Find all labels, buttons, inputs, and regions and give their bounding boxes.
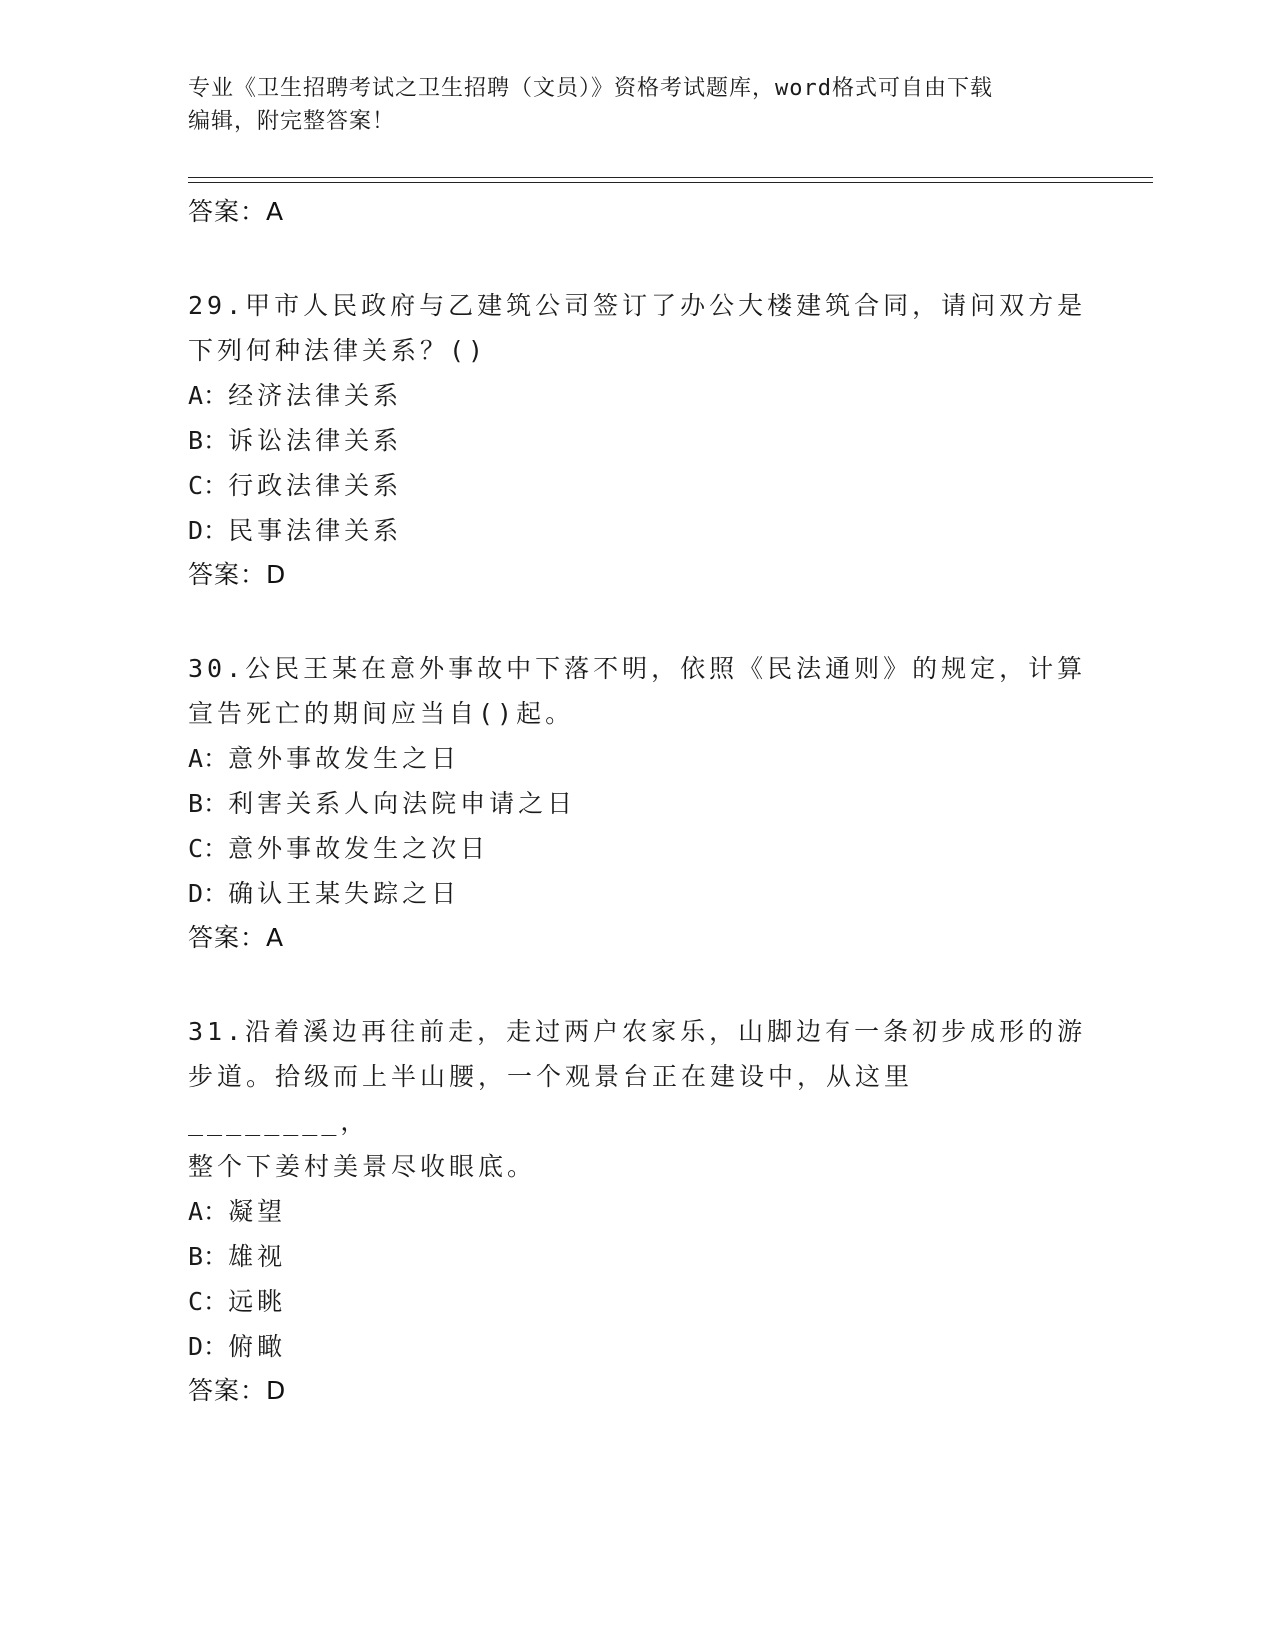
question-list <box>188 190 1088 1413</box>
option-c <box>188 463 1088 508</box>
option-a <box>188 736 1088 781</box>
option-key: A： <box>188 1197 229 1226</box>
option-key: C： <box>188 1287 229 1316</box>
option-text: 远眺 <box>228 1287 287 1316</box>
option-d <box>188 1324 1088 1369</box>
option-text: 经济法律关系 <box>228 381 403 410</box>
header-divider-bottom <box>188 182 1153 183</box>
option-c <box>188 826 1088 871</box>
option-text: 行政法律关系 <box>228 471 403 500</box>
stem-line: 整个下姜村美景尽收眼底。 <box>188 1152 537 1181</box>
stem-line: 31.沿着溪边再往前走，走过两户农家乐，山脚边有一条初步成形的游 <box>188 1017 1087 1046</box>
stem-line: 步道。拾级而上半山腰，一个观景台正在建设中，从这里________， <box>188 1062 914 1136</box>
option-text: 诉讼法律关系 <box>228 426 403 455</box>
option-key: A： <box>188 744 229 773</box>
option-key: B： <box>188 426 229 455</box>
option-b <box>188 781 1088 826</box>
option-a <box>188 373 1088 418</box>
option-text: 确认王某失踪之日 <box>228 879 461 908</box>
option-key: D： <box>188 1332 229 1361</box>
option-key: B： <box>188 789 229 818</box>
stem-line: 下列何种法律关系？() <box>188 336 488 365</box>
previous-answer: 答案：A <box>188 197 285 226</box>
option-b <box>188 1234 1088 1279</box>
option-key: C： <box>188 834 229 863</box>
question-stem <box>188 283 1088 373</box>
option-a <box>188 1189 1088 1234</box>
stem-line: 宣告死亡的期间应当自()起。 <box>188 699 575 728</box>
option-text: 意外事故发生之日 <box>228 744 461 773</box>
option-text: 民事法律关系 <box>228 516 403 545</box>
option-c <box>188 1279 1088 1324</box>
header-divider-top <box>188 177 1153 178</box>
option-text: 雄视 <box>228 1242 287 1271</box>
option-key: C： <box>188 471 229 500</box>
header-line-2: 编辑，附完整答案！ <box>188 109 396 134</box>
question-stem <box>188 646 1088 736</box>
stem-line: 29.甲市人民政府与乙建筑公司签订了办公大楼建筑合同，请问双方是 <box>188 291 1087 320</box>
option-text: 凝望 <box>228 1197 287 1226</box>
option-text: 俯瞰 <box>228 1332 287 1361</box>
answer-30: 答案：A <box>188 923 285 952</box>
answer-31: 答案：D <box>188 1376 287 1405</box>
option-b <box>188 418 1088 463</box>
option-key: B： <box>188 1242 229 1271</box>
option-key: D： <box>188 879 229 908</box>
option-d <box>188 871 1088 916</box>
question-29 <box>188 283 1088 597</box>
page-header <box>188 72 1068 138</box>
option-text: 意外事故发生之次日 <box>228 834 490 863</box>
stem-line: 30.公民王某在意外事故中下落不明，依照《民法通则》的规定，计算 <box>188 654 1087 683</box>
question-30 <box>188 646 1088 960</box>
option-d <box>188 508 1088 553</box>
option-text: 利害关系人向法院申请之日 <box>228 789 577 818</box>
option-key: A： <box>188 381 229 410</box>
question-31 <box>188 1009 1088 1413</box>
header-line-1: 专业《卫生招聘考试之卫生招聘（文员）》资格考试题库，word格式可自由下载 <box>188 76 993 101</box>
option-key: D： <box>188 516 229 545</box>
answer-29: 答案：D <box>188 560 287 589</box>
question-stem <box>188 1009 1088 1189</box>
